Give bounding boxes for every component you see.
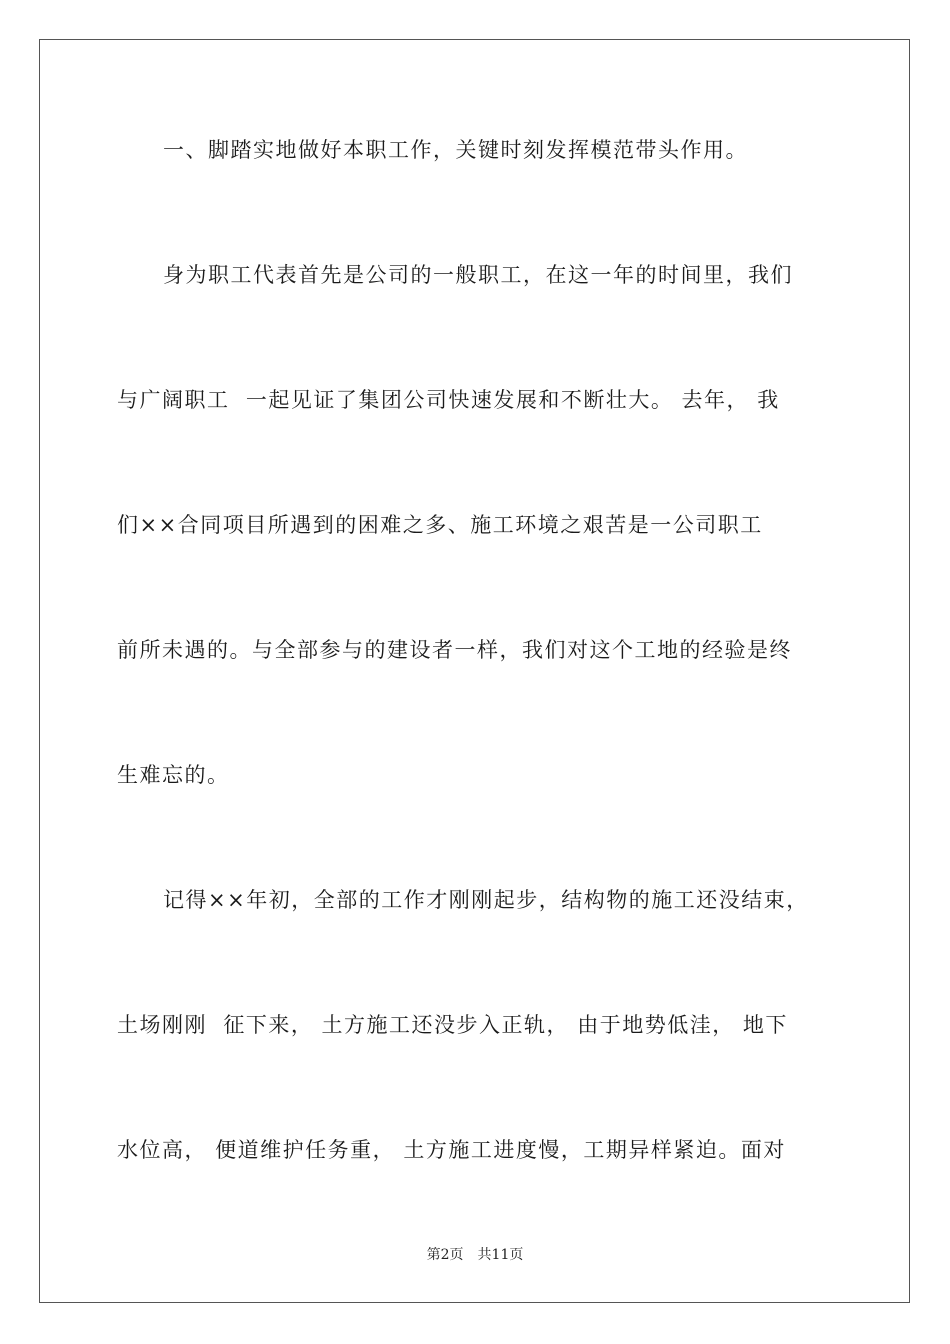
paragraph-line: 前所未遇的。与全部参与的建设者一样，我们对这个工地的经验是终 — [117, 638, 792, 662]
page-total: 共11页 — [477, 1247, 524, 1263]
page-footer — [0, 1246, 950, 1264]
paragraph-line: 身为职工代表首先是公司的一般职工，在这一年的时间里，我们 — [163, 263, 793, 287]
page-border — [39, 39, 910, 1303]
paragraph-line: 们××合同项目所遇到的困难之多、施工环境之艰苦是一公司职工 — [117, 513, 763, 537]
paragraph-line: 与广阔职工 一起见证了集团公司快速发展和不断壮大。 去年， 我 — [117, 388, 780, 412]
page-number: 第2页 — [426, 1247, 464, 1263]
paragraph-heading-line: 一、脚踏实地做好本职工作，关键时刻发挥模范带头作用。 — [163, 138, 748, 162]
paragraph-line: 生难忘的。 — [117, 763, 230, 787]
paragraph-line: 水位高， 便道维护任务重， 土方施工进度慢，工期异样紧迫。面对 — [117, 1138, 786, 1162]
paragraph-line: 记得××年初，全部的工作才刚刚起步，结构物的施工还没结束， — [163, 888, 809, 912]
paragraph-line: 土场刚刚 征下来， 土方施工还没步入正轨， 由于地势低洼， 地下 — [117, 1013, 788, 1037]
